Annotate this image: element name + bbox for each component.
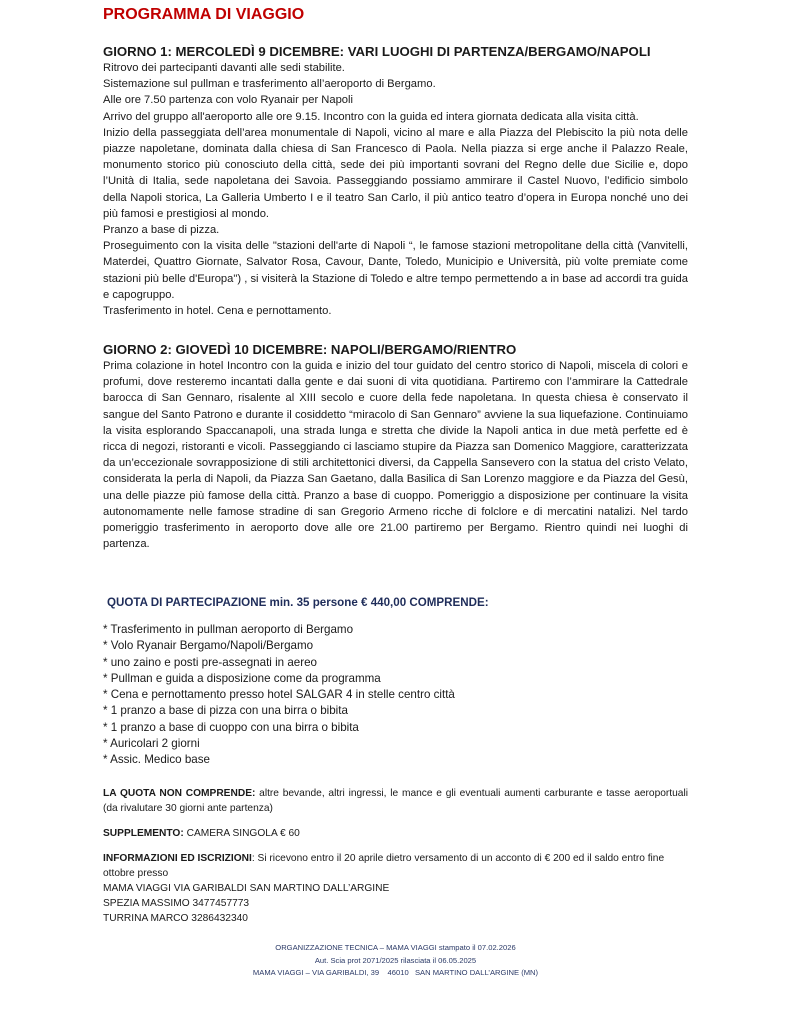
list-item: * Pullman e guida a disposizione come da programma bbox=[103, 671, 381, 685]
day-1-line: Alle ore 7.50 partenza con volo Ryanair per Napoli bbox=[103, 94, 353, 107]
list-item: * uno zaino e posti pre-assegnati in aereo bbox=[103, 655, 317, 669]
info-section bbox=[103, 851, 688, 926]
list-item: * Trasferimento in pullman aeroporto di Bergamo bbox=[103, 623, 354, 636]
agency-address: MAMA VIAGGI VIA GARIBALDI SAN MARTINO DALL’ARGINE bbox=[103, 883, 390, 894]
day-1-line: Arrivo del gruppo all'aeroporto alle ore 9.15. Incontro con la guida ed intera giornata dedicata alla visita città. bbox=[103, 110, 639, 123]
day-1-line: Sistemazione sul pullman e trasferimento all’aeroporto di Bergamo. bbox=[103, 78, 436, 91]
day-2-paragraph: Prima colazione in hotel Incontro con la guida e inizio del tour guidato del centro storico di Napoli, miscela di colori e profumi, dove resteremo incantati dalla gente e dai suoni di vita quotidiana. Partiremo con l’ammirare la Cattedrale barocca di San Gennaro, risalente al XIII secolo e cuore della fede napoletana. In questa chiesa è conservato il sangue del Santo Patrono e durante il cosiddetto “miracolo di San Gennaro” avviene la sua liquefazione. Continuiamo la visita esplorando Spaccanapoli, una strada lunga e stretta che divide la Napoli antica in due metà perfette ed è ricca di negozi, ristoranti e vicoli. Passeggiando ci lasciamo stupire da Piazza san Domenico Maggiore, caratterizzata da un’eccezionale sovrapposizione di stili architettonici diversi, da Cappella Sansevero con la statua del cristo Velato, considerata la perla di Napoli, da Piazza San Gaetano, dalla Basilica di San Lorenzo maggiore e da Piazza del Gesù, una delle piazze più famose della città. Pranzo a base di cuoppo. Pomeriggio a disposizione per continuare la visita autonomamente nelle famose stradine di san Gregorio Armeno ricche di folclore e di mercatini natalizi. Nel tardo pomeriggio trasferimento in aeroporto dove alle ore 21.00 partiremo per Bergamo. Rientro quindi nei luoghi di partenza. bbox=[103, 360, 688, 551]
quota-heading: QUOTA DI PARTECIPAZIONE min. 35 persone € 440,00 COMPRENDE: bbox=[107, 596, 489, 609]
day-2-heading: GIORNO 2: GIOVEDÌ 10 DICEMBRE: NAPOLI/BERGAMO/RIENTRO bbox=[103, 342, 517, 357]
day-1-line: Ritrovo dei partecipanti davanti alle sedi stabilite. bbox=[103, 62, 345, 74]
list-item: * Auricolari 2 giorni bbox=[103, 737, 200, 751]
list-item: * 1 pranzo a base di cuoppo con una birra o bibita bbox=[103, 720, 359, 734]
contact-2: TURRINA MARCO 3286432340 bbox=[103, 913, 248, 924]
non-comprende-label: LA QUOTA NON COMPRENDE: bbox=[103, 788, 256, 799]
day-1-lunch: Pranzo a base di pizza. bbox=[103, 224, 220, 237]
day-1-section bbox=[103, 44, 688, 319]
footer-line-2: Aut. Scia prot 2071/2025 rilasciata il 06.05.2025 bbox=[314, 955, 477, 965]
day-1-paragraph: Proseguimento con la visita delle "stazioni dell'arte di Napoli “, le famose stazioni metropolitane della città (Vanvitelli, Materdei, Quattro Giornate, Salvator Rosa, Cavour, Dante, Toledo, Municipio e Università, più volte premiate come stazioni più belle d'Europa") , si visiterà la Stazione di Toledo e altre tempo permettendo a in base ad accordi tra guida e capogruppo. bbox=[103, 240, 688, 301]
contact-1: SPEZIA MASSIMO 3477457773 bbox=[103, 898, 250, 909]
includes-list bbox=[103, 622, 688, 769]
list-item: * Volo Ryanair Bergamo/Napoli/Bergamo bbox=[103, 639, 314, 653]
page-title: PROGRAMMA DI VIAGGIO bbox=[103, 6, 305, 23]
footer-line-3: MAMA VIAGGI – VIA GARIBALDI, 39 46010 SAN MARTINO DALL’ARGINE (MN) bbox=[252, 968, 539, 977]
list-item: * Cena e pernottamento presso hotel SALGAR 4 in stelle centro città bbox=[103, 688, 455, 702]
footer-line-1: ORGANIZZAZIONE TECNICA – MAMA VIAGGI stampato il 07.02.2026 bbox=[275, 943, 516, 952]
info-label: INFORMAZIONI ED ISCRIZIONI bbox=[103, 853, 252, 864]
list-item: * Assic. Medico base bbox=[103, 753, 210, 767]
info-text: : Si ricevono entro il 20 aprile dietro versamento di un acconto di € 200 ed il saldo entro fine ottobre presso bbox=[103, 853, 665, 879]
day-1-heading: GIORNO 1: MERCOLEDÌ 9 DICEMBRE: VARI LUOGHI DI PARTENZA/BERGAMO/NAPOLI bbox=[103, 44, 651, 59]
supplemento-text: CAMERA SINGOLA € 60 bbox=[183, 828, 300, 839]
footer bbox=[0, 942, 791, 980]
day-1-paragraph: Inizio della passeggiata dell’area monumentale di Napoli, vicino al mare e alla Piazza del Plebiscito la più nota delle piazze napoletane, dominata dalla chiesa di San Francesco di Paola. Nella piazza si erge anche il Palazzo Reale, monumento storico più conosciuto della città, sede dei più importanti sovrani del Regno delle due Sicilie e, dopo l’Unità di Italia, sede napoletana dei Savoia. Passeggiando possiamo ammirare il Castel Nuovo, l’edificio simbolo della Napoli storica, La Galleria Umberto I e il teatro San Carlo, il più antico teatro d’opera in Europa nonché uno dei più famosi e prestigiosi al mondo. bbox=[103, 126, 688, 220]
day-1-closing: Trasferimento in hotel. Cena e pernottamento. bbox=[103, 305, 332, 318]
non-comprende-text: altre bevande, altri ingressi, le mance e gli eventuali aumenti carburante e tasse aeroportuali (da rivalutare 30 giorni ante partenza) bbox=[103, 788, 688, 814]
list-item: * 1 pranzo a base di pizza con una birra o bibita bbox=[103, 704, 348, 718]
supplemento-label: SUPPLEMENTO: bbox=[103, 828, 184, 839]
day-2-section bbox=[103, 342, 688, 552]
supplemento-section bbox=[103, 826, 688, 841]
non-comprende-section bbox=[103, 786, 688, 816]
